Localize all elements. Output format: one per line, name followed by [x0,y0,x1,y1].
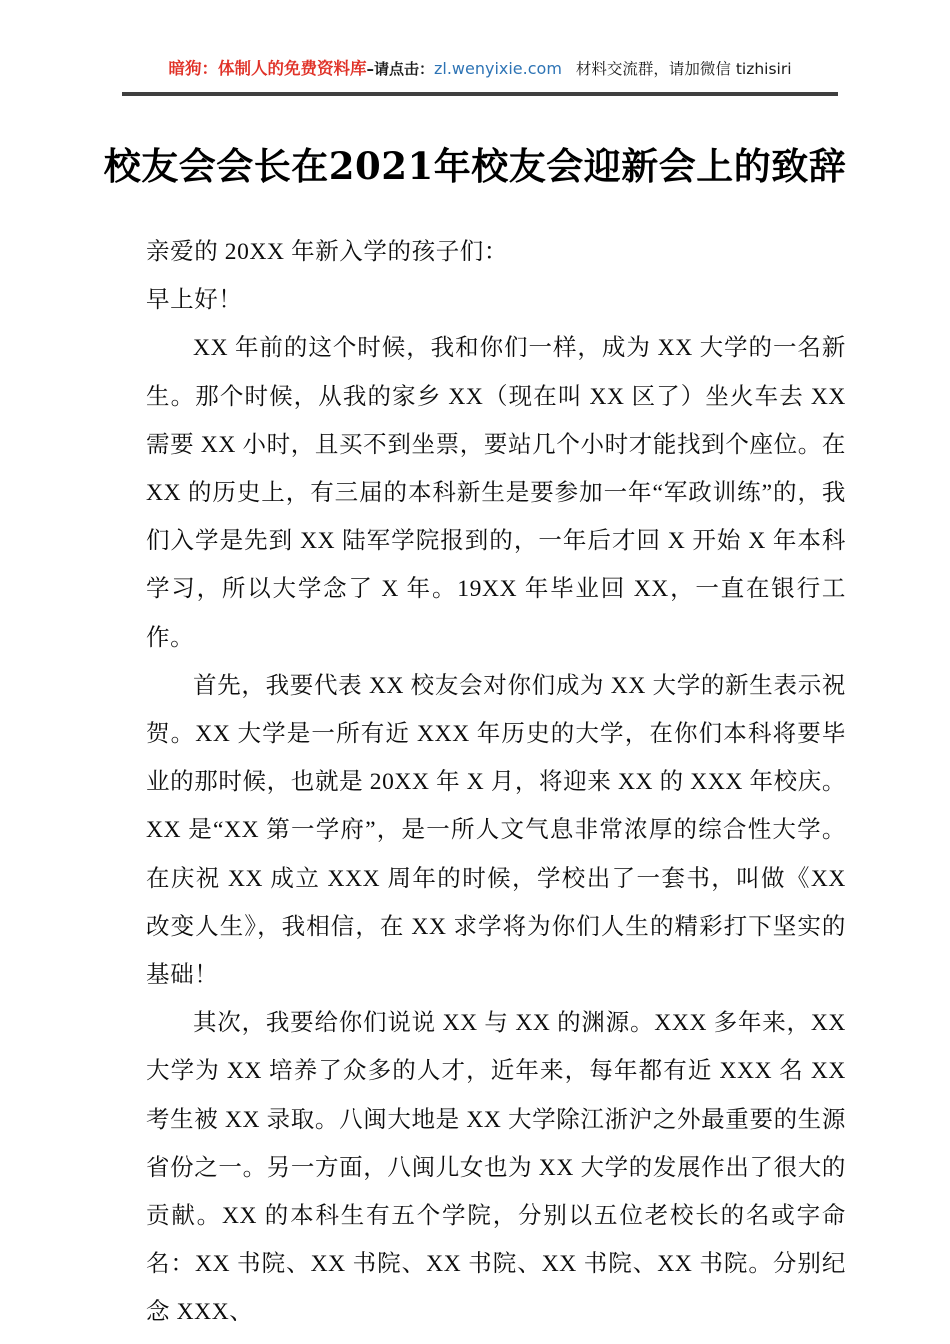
header-divider-rule [122,92,838,96]
paragraph-body-3: 其次，我要给你们说说 XX 与 XX 的渊源。XXX 多年来，XX 大学为 XX 培养了众多的人才，近年来，每年都有近 XXX 名 XX 考生被 XX 录取。八闽大地是 XX 大学除江浙沪之外最重要的生源省份之一。另一方面，八闽儿女也为 XX 大学的发展作出了很大的贡献。XX 的本科生有五个学院，分别以五位老校长的名或字命名：XX 书院、XX 书院、XX 书院、XX 书院、XX 书院。分别纪念 XXX、 [146,1010,846,1326]
promo-title-text: 暗狗：体制人的免费资料库 [168,59,367,78]
promo-wechat-text: 材料交流群，请加微信 tizhisiri [575,60,792,78]
document-body [146,228,846,1337]
promo-link[interactable]: zl.wenyixie.com [433,59,562,78]
paragraph-greeting: 早上好！ [146,287,243,314]
promo-click-text: –请点击： [366,60,434,78]
page-header-text [122,56,838,82]
page-header-banner [122,56,838,82]
document-title: 校友会会长在2021年校友会迎新会上的致辞 [103,144,847,188]
paragraph-salutation: 亲爱的 20XX 年新入学的孩子们： [146,239,508,265]
paragraph-body-1: XX 年前的这个时候，我和你们一样，成为 XX 大学的一名新生。那个时候，从我的家乡 XX（现在叫 XX 区了）坐火车去 XX 需要 XX 小时，且买不到坐票，要站几个小时才能找到个座位。在 XX 的历史上，有三届的本科新生是要参加一年“军政训练”的，我们入学是先到 XX 陆军学院报到的，一年后才回 X 开始 X 年本科学习，所以大学念了 X 年。19XX 年毕业回 XX，一直在银行工作。 [146,335,846,651]
paragraph-body-2: 首先，我要代表 XX 校友会对你们成为 XX 大学的新生表示祝贺。XX 大学是一所有近 XXX 年历史的大学，在你们本科将要毕业的那时候，也就是 20XX 年 X 月，将迎来 XX 的 XXX 年校庆。XX 是“XX 第一学府”，是一所人文气息非常浓厚的综合性大学。在庆祝 XX 成立 XXX 周年的时候，学校出了一套书，叫做《XX 改变人生》，我相信，在 XX 求学将为你们人生的精彩打下坚实的基础！ [146,672,846,989]
